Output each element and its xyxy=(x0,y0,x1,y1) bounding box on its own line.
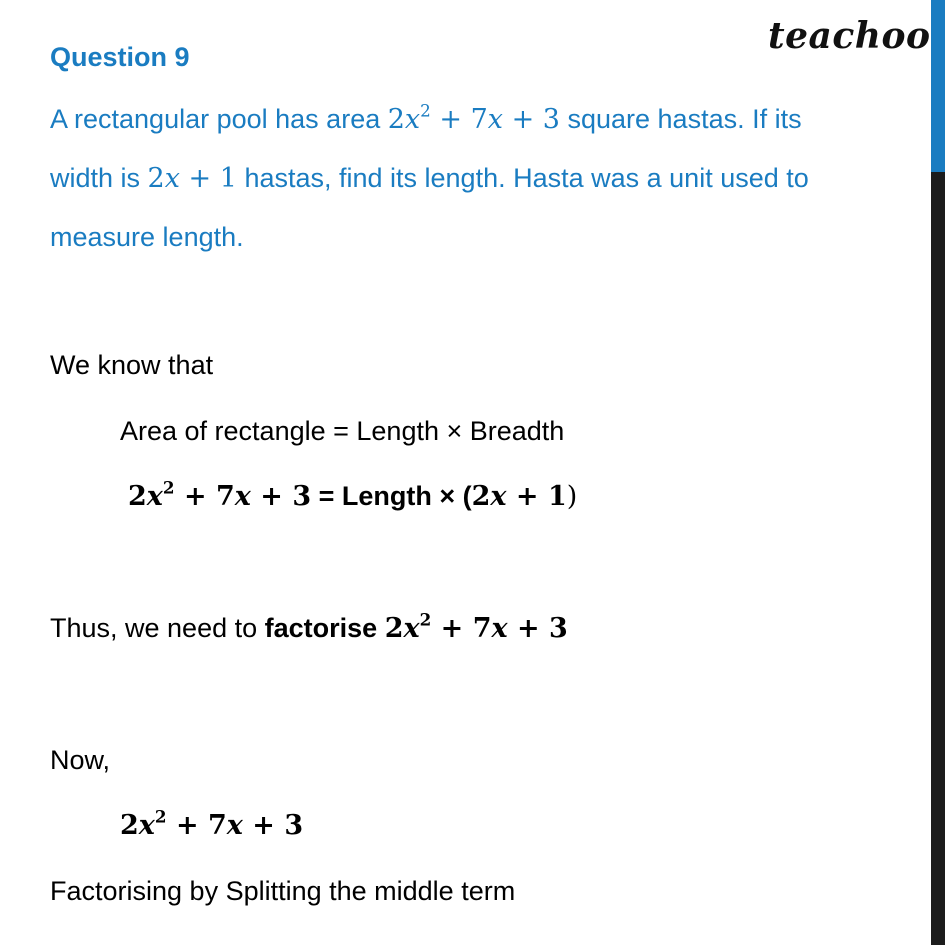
teachoo-logo: teachoo xyxy=(768,15,931,57)
now-text: Now, xyxy=(50,745,111,775)
question-line-1: A rectangular pool has area $2x^2 + 7x + 3$ square hastas. If its xyxy=(50,100,802,135)
thus-line: Thus, we need to factorise $2x^2 + 7x + 3$ xyxy=(50,609,568,644)
width-expression: 2x + 1 xyxy=(147,163,237,194)
right-scroll-thumb[interactable] xyxy=(931,0,945,172)
question-line-2: width is 2x + 1 hastas, find its length. Hasta was a unit used to xyxy=(50,163,809,194)
question-line-3: measure length. xyxy=(50,222,244,252)
area-formula: Area of rectangle = Length × Breadth xyxy=(120,416,565,446)
we-know-text: We know that xyxy=(50,350,214,380)
area-expression: $2x^2 + 7x + 3$ xyxy=(387,100,560,135)
now-expression: $2x^2 + 7x + 3$ xyxy=(120,806,304,841)
split-method-text: Factorising by Splitting the middle term xyxy=(50,876,516,906)
question-title: Question 9 xyxy=(50,42,190,72)
area-equation: $2x^2 + 7x + 3$ = Length × (2x + 1) xyxy=(128,477,578,512)
